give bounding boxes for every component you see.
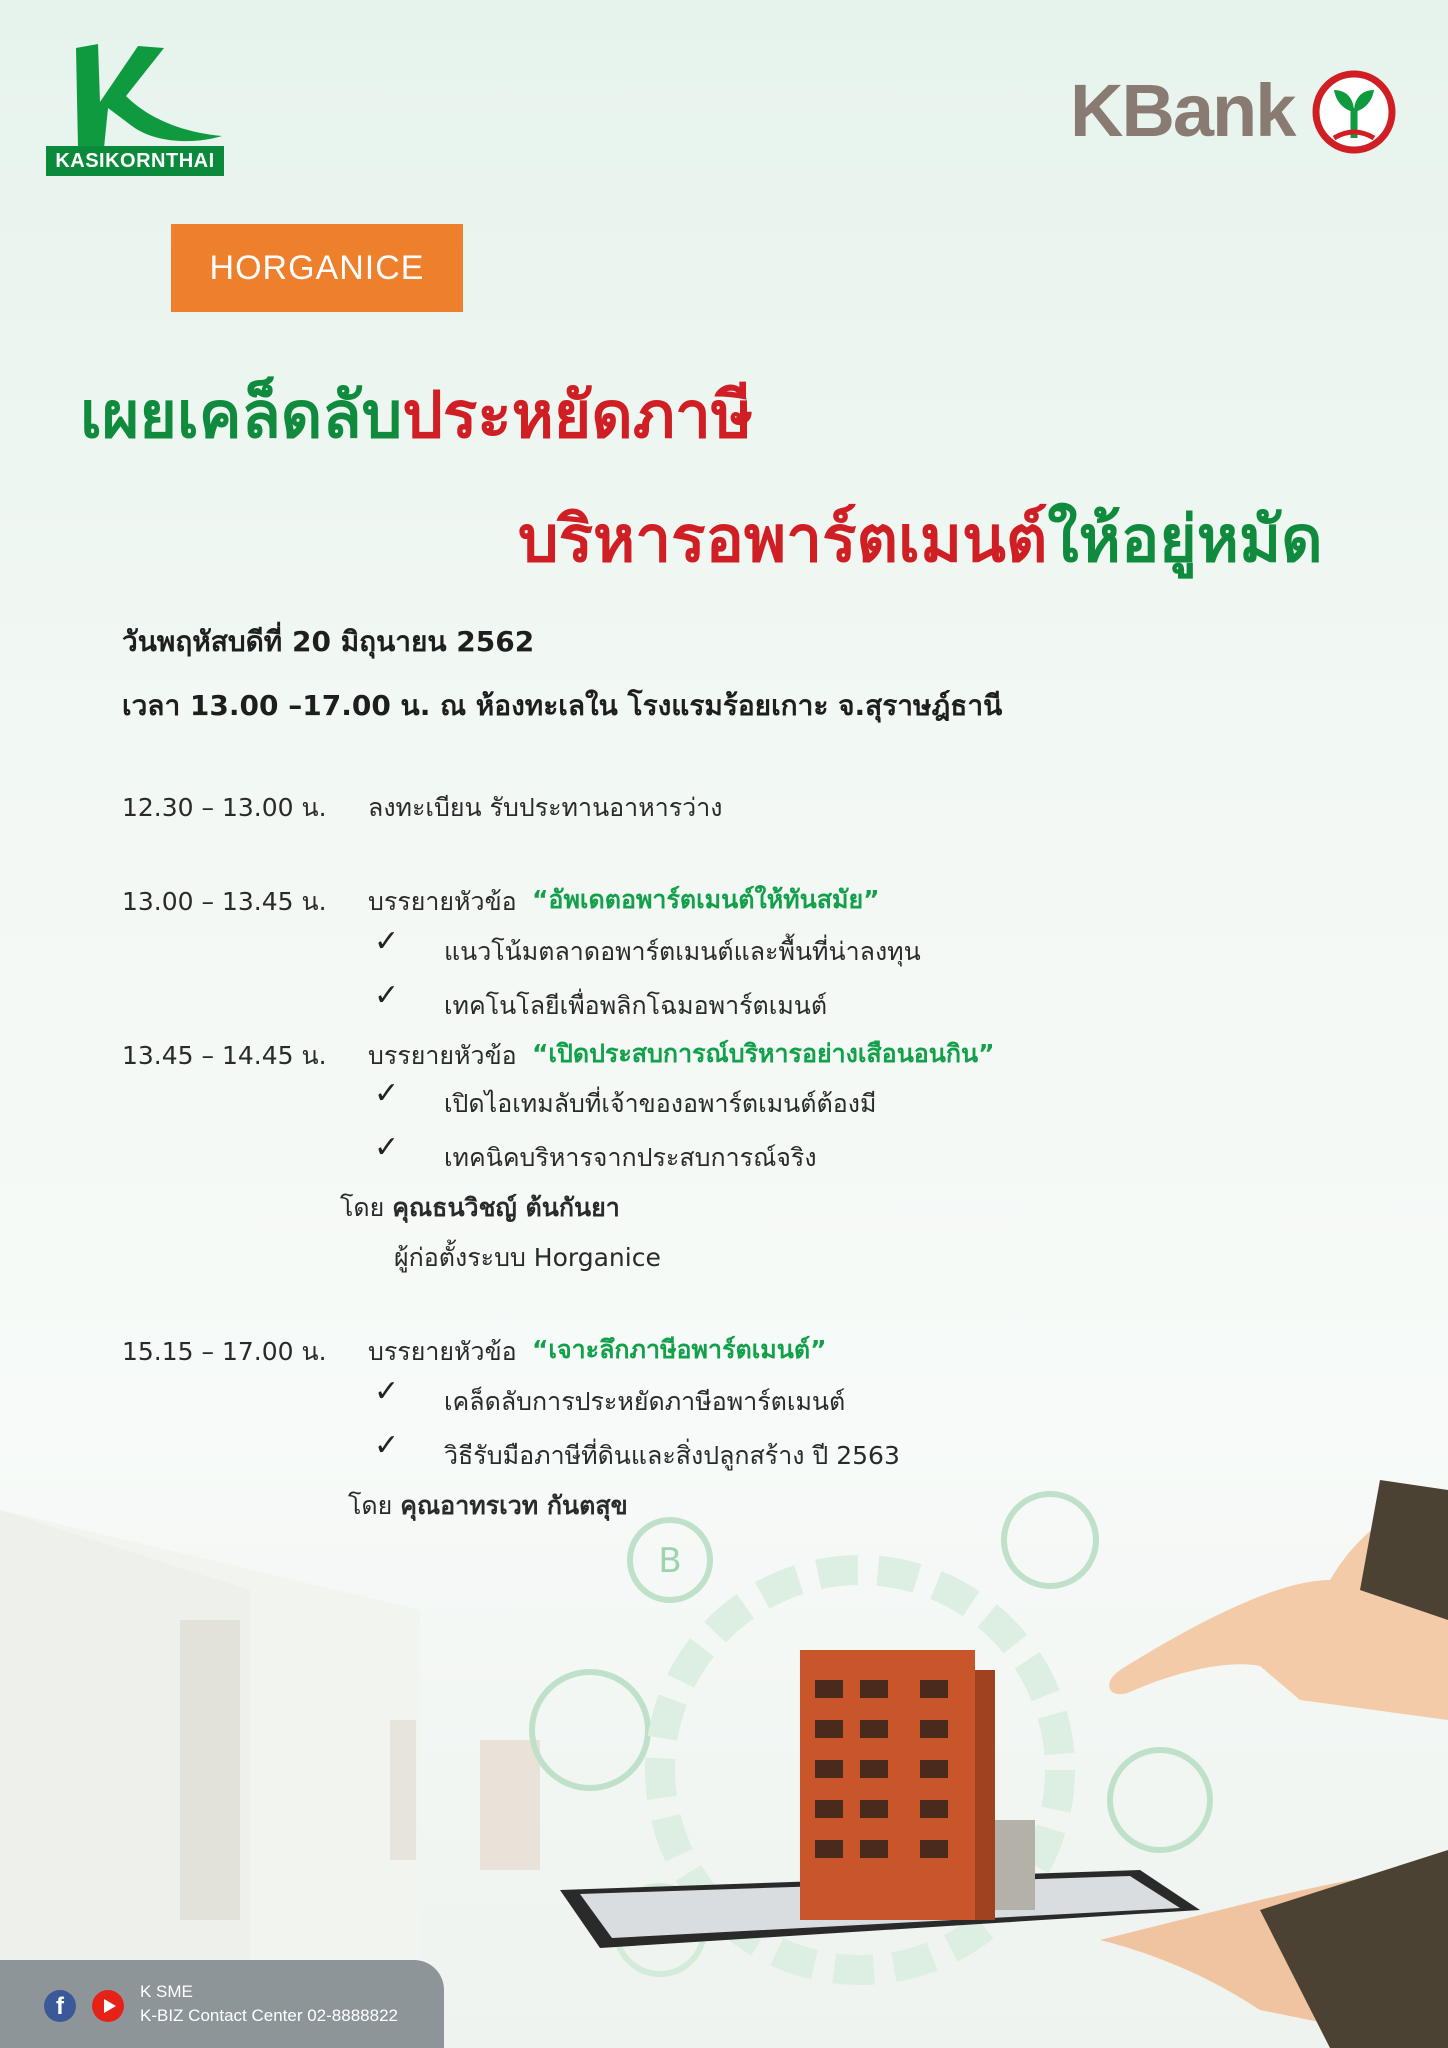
schedule-time: 15.15 – 17.00 น. xyxy=(122,1337,327,1366)
kasikornthai-logo xyxy=(46,40,226,180)
headline-2-green: ให้อยู่หมัด xyxy=(1047,503,1323,577)
schedule-topic: “เปิดประสบการณ์บริหารอย่างเสือนอนกิน” xyxy=(532,1039,995,1068)
globe-icon xyxy=(532,1672,648,1788)
event-date: วันพฤหัสบดีที่ 20 มิถุนายน 2562 xyxy=(122,625,535,658)
schedule-time: 13.00 – 13.45 น. xyxy=(122,887,327,916)
speaker-line xyxy=(340,1188,620,1228)
youtube-icon[interactable] xyxy=(92,1990,124,2022)
footer-contact: K-BIZ Contact Center 02-8888822 xyxy=(140,2006,398,2025)
bullet-item: เทคโนโลยีเพื่อพลิกโฉมอพาร์ตเมนต์ xyxy=(444,991,828,1020)
headline-line-2 xyxy=(518,500,1323,580)
schedule-topic: “เจาะลึกภาษีอพาร์ตเมนต์” xyxy=(532,1335,827,1364)
headline-line-1 xyxy=(80,376,753,456)
check-icon: ✓ xyxy=(374,1374,400,1409)
check-icon: ✓ xyxy=(374,1130,400,1165)
schedule-topic: “อัพเดตอพาร์ตเมนต์ให้ทันสมัย” xyxy=(532,885,880,914)
kasikornthai-k-icon xyxy=(46,40,226,150)
speaker-prefix: โดย xyxy=(340,1193,385,1222)
horganice-logo: HORGANICE xyxy=(171,224,463,312)
headline-1-red: ประหยัดภาษี xyxy=(402,379,754,453)
schedule-label: บรรยายหัวข้อ xyxy=(368,1337,517,1366)
speaker-name: คุณธนวิชญ์ ต้นกันยา xyxy=(392,1193,620,1222)
event-time-place: เวลา 13.00 –17.00 น. ณ ห้องทะเลใน โรงแรมร้อยเกาะ จ.สุราษฎ์ธานี xyxy=(122,689,1003,722)
speaker-role: ผู้ก่อตั้งระบบ Horganice xyxy=(394,1243,661,1272)
bullet-item: แนวโน้มตลาดอพาร์ตเมนต์และพื้นที่น่าลงทุน xyxy=(444,937,921,966)
kbank-logo xyxy=(1070,60,1410,160)
speaker-prefix: โดย xyxy=(348,1491,393,1520)
chart-icon xyxy=(1110,1750,1210,1850)
schedule-text: ลงทะเบียน รับประทานอาหารว่าง xyxy=(368,793,723,822)
check-icon: ✓ xyxy=(374,1428,400,1463)
schedule-label: บรรยายหัวข้อ xyxy=(368,1041,517,1070)
kbank-wordmark: KBank xyxy=(1070,69,1295,152)
schedule-label: บรรยายหัวข้อ xyxy=(368,887,517,916)
shield-lock-icon xyxy=(1004,1494,1096,1586)
check-icon: ✓ xyxy=(374,978,400,1013)
bullet-item: วิธีรับมือภาษีที่ดินและสิ่งปลูกสร้าง ปี 2563 xyxy=(444,1441,900,1470)
speaker-name: คุณอาทรเวท กันตสุข xyxy=(400,1491,628,1520)
check-icon: ✓ xyxy=(374,924,400,959)
svg-text:B: B xyxy=(658,1541,682,1581)
schedule-time: 12.30 – 13.00 น. xyxy=(122,793,327,822)
kasikornthai-label: KASIKORNTHAI xyxy=(46,146,224,176)
check-icon: ✓ xyxy=(374,1076,400,1111)
hallway-door-icon xyxy=(180,1620,240,1920)
headline-1-green: เผยเคล็ดลับ xyxy=(80,379,403,453)
footer-bar xyxy=(0,1960,444,2048)
headline-2-red: บริหารอพาร์ตเมนต์ xyxy=(518,503,1048,577)
footer-brand: K SME xyxy=(140,1982,193,2001)
kbank-leaf-icon xyxy=(1310,68,1398,156)
bullet-item: เคล็ดลับการประหยัดภาษีอพาร์ตเมนต์ xyxy=(444,1387,846,1416)
bullet-item: เปิดไอเทมลับที่เจ้าของอพาร์ตเมนต์ต้องมี xyxy=(444,1089,877,1118)
facebook-icon[interactable]: f xyxy=(44,1990,76,2022)
bullet-item: เทคนิคบริหารจากประสบการณ์จริง xyxy=(444,1143,817,1172)
schedule-time: 13.45 – 14.45 น. xyxy=(122,1041,327,1070)
